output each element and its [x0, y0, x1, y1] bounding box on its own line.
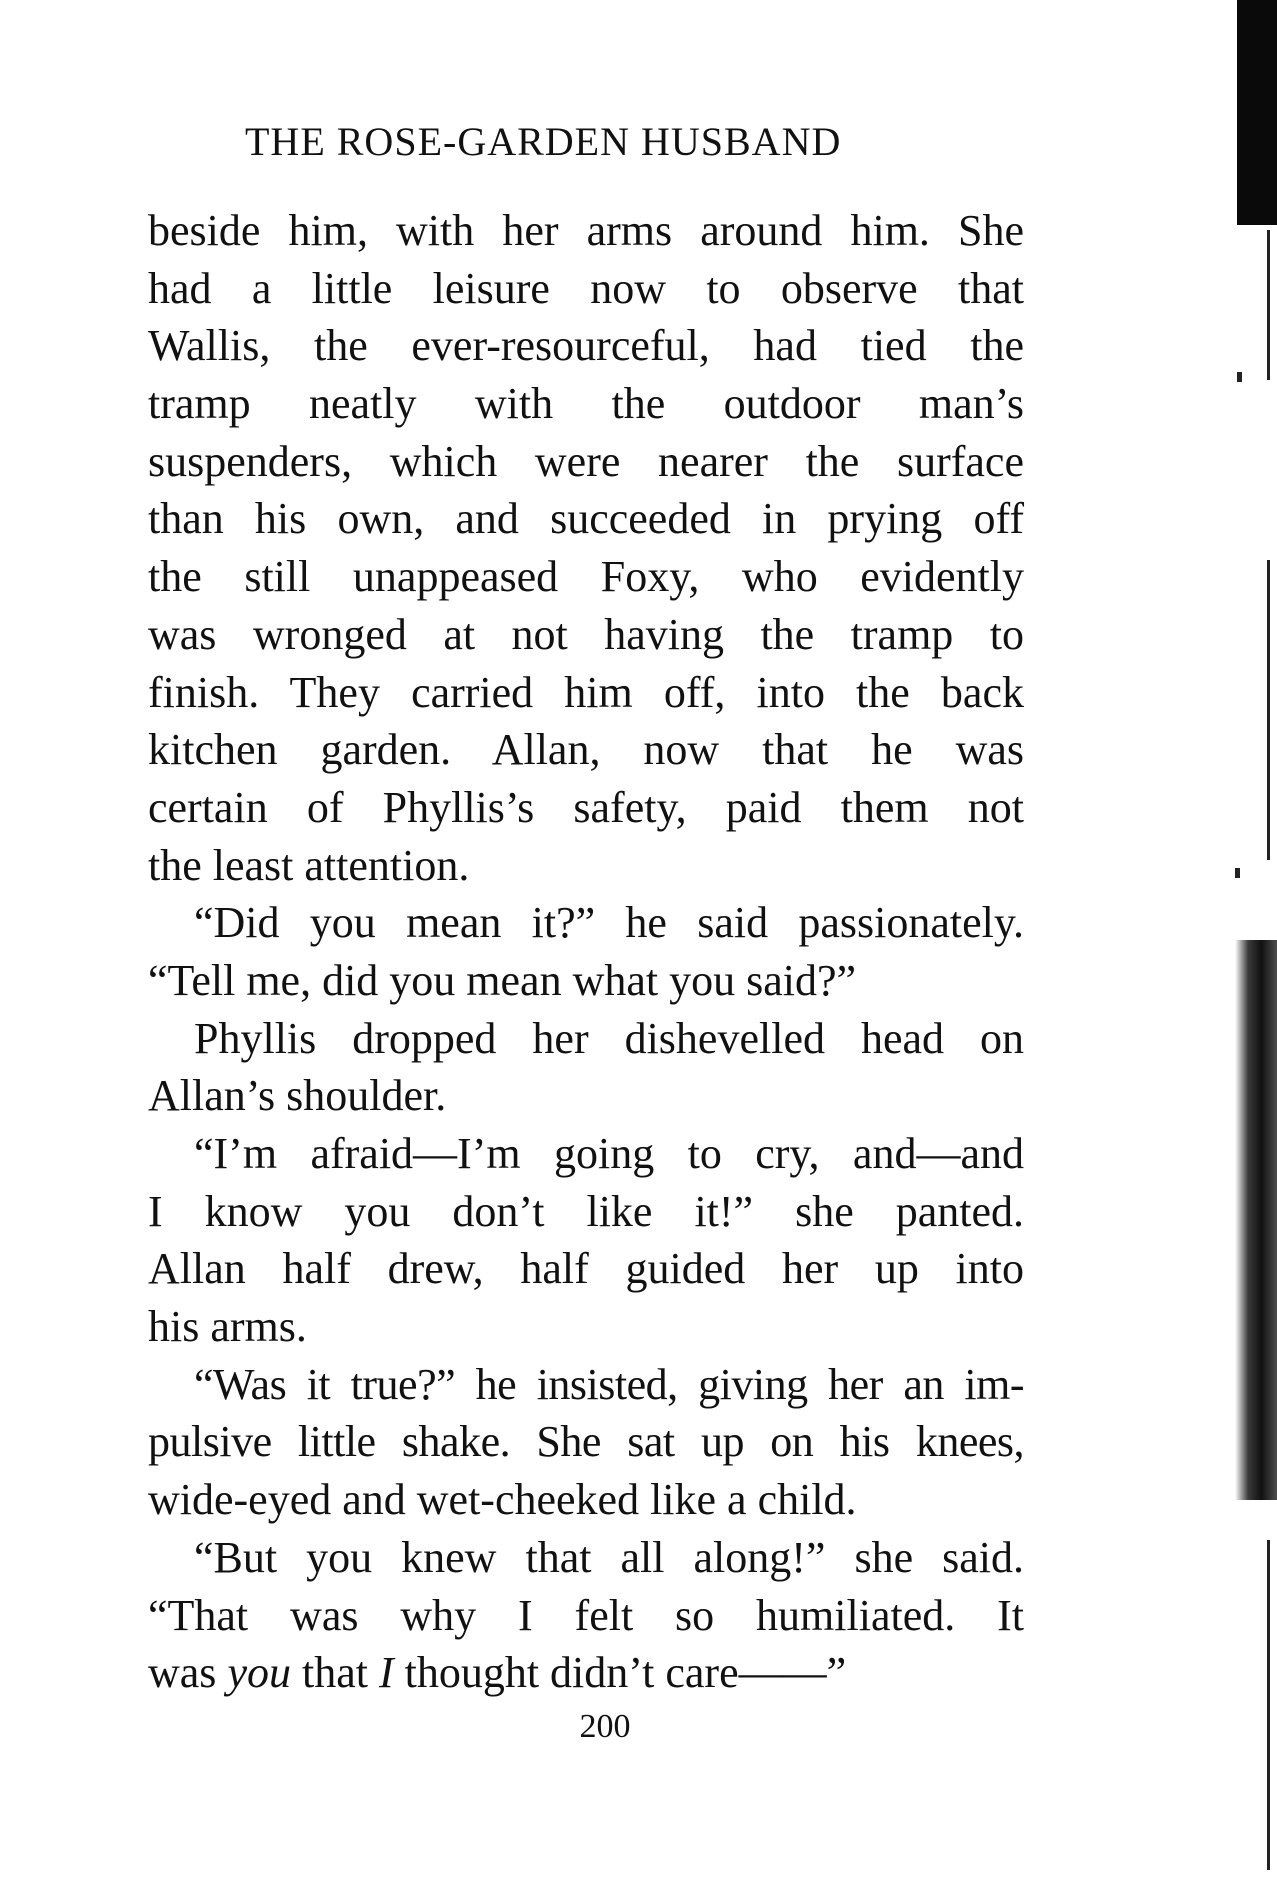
text-line: Allan half drew, half guided her up into	[148, 1244, 1024, 1294]
scan-blot-top	[1237, 0, 1277, 225]
text-line: “That was why I felt so humiliated. It	[148, 1590, 1024, 1640]
text-line: “Was it true?” he insisted, giving her an im-	[194, 1359, 1024, 1409]
scan-edge-line	[1267, 560, 1270, 860]
scan-edge-line	[1267, 230, 1270, 380]
text-line: “But you knew that all along!” she said.	[194, 1532, 1024, 1582]
scan-speck	[1235, 868, 1240, 878]
scan-edge-line	[1267, 1540, 1270, 1870]
text-line: Phyllis dropped her dishevelled head on	[194, 1013, 1024, 1063]
text-line: the still unappeased Foxy, who evidently	[148, 552, 1024, 602]
text-fragment: was	[148, 1648, 228, 1698]
body-text	[148, 202, 1024, 1702]
text-line: pulsive little shake. She sat up on his knees,	[148, 1417, 1024, 1467]
text-line: “Did you mean it?” he said passionately.	[194, 898, 1024, 948]
text-line: Allan’s shoulder.	[148, 1071, 447, 1121]
text-line: had a little leisure now to observe that	[148, 263, 1024, 313]
italic-word: you	[227, 1648, 291, 1698]
text-fragment: that	[290, 1648, 379, 1698]
text-line: kitchen garden. Allan, now that he was	[148, 725, 1024, 775]
text-line: wide-eyed and wet-cheeked like a child.	[148, 1475, 857, 1525]
text-line: his arms.	[148, 1302, 307, 1352]
scan-speck	[1237, 372, 1242, 382]
text-fragment: thought didn’t care——”	[393, 1648, 847, 1698]
text-line: “I’m afraid—I’m going to cry, and—and	[194, 1129, 1024, 1178]
scan-blot-middle	[1235, 940, 1277, 1500]
page-number: 200	[579, 1708, 631, 1745]
text-line: than his own, and succeeded in prying off	[148, 494, 1024, 544]
text-line: “Tell me, did you mean what you said?”	[148, 955, 857, 1005]
text-line: the least attention.	[148, 840, 470, 890]
italic-word: I	[378, 1648, 394, 1698]
scan-edge-artifact	[1117, 0, 1277, 1877]
text-line: I know you don’t like it!” she panted.	[148, 1186, 1024, 1236]
text-line: tramp neatly with the outdoor man’s	[148, 379, 1024, 429]
text-line: Wallis, the ever-resourceful, had tied the	[148, 321, 1024, 371]
text-line-last	[148, 1644, 1024, 1702]
text-line: certain of Phyllis’s safety, paid them not	[148, 782, 1024, 832]
text-line: suspenders, which were nearer the surface	[148, 436, 1024, 486]
text-line: finish. They carried him off, into the back	[148, 667, 1024, 717]
running-head: THE ROSE-GARDEN HUSBAND	[245, 119, 842, 164]
text-line: beside him, with her arms around him. She	[148, 206, 1024, 255]
text-line: was wronged at not having the tramp to	[148, 609, 1024, 659]
